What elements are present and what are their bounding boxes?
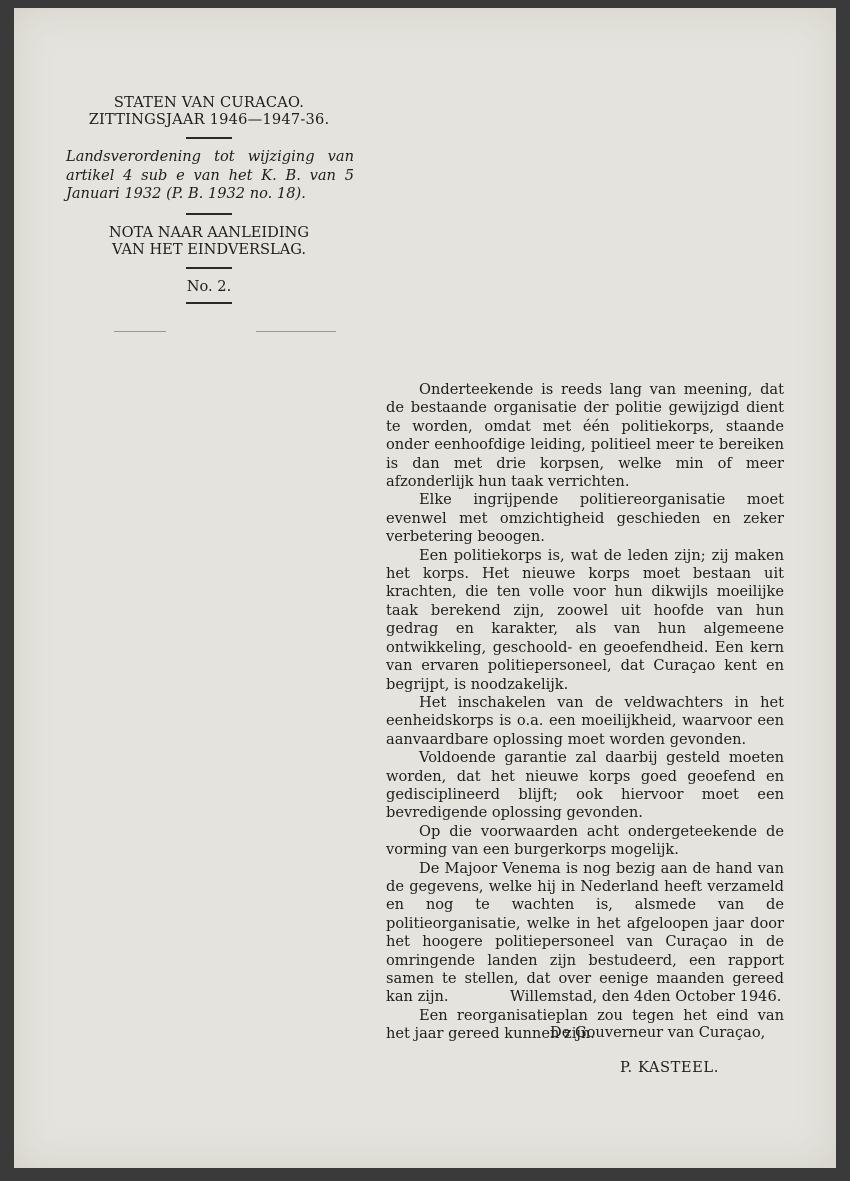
session-year: ZITTINGSJAAR 1946—1947-36.	[88, 111, 330, 128]
paragraph: Onderteekende is reeds lang van meening, dat de bestaande organisatie der politie gewijzigd dient te worden, omdat met één politiekorps, staande onder eenhoofdige leiding, politieel meer te bereiken is dan met drie korpsen, welke min of meer afzonderlijk hun taak verrichten.	[386, 381, 784, 491]
signatory-name: P. KASTEEL.	[620, 1059, 719, 1076]
paragraph: Op die voorwaarden acht ondergeteekende de vorming van een burgerkorps mogelijk.	[386, 822, 784, 859]
paragraph: Voldoende garantie zal daarbij gesteld moeten worden, dat het nieuwe korps goed geoefend en gedisciplineerd blijft; ook hiervoor moet een bevredigende oplossing gevonden.	[386, 749, 784, 822]
document-number: No. 2.	[186, 277, 232, 295]
paragraph: Het inschakelen van de veldwachters in het eenheidskorps is o.a. een moeilijkheid, waarvoor een aanvaardbare oplossing moet worden gevonden.	[386, 693, 784, 748]
paragraph: Elke ingrijpende politiereorganisatie moet evenwel met omzichtigheid geschieden en zeker verbetering beoogen.	[386, 491, 784, 546]
law-divider	[186, 213, 232, 215]
header-divider	[186, 137, 232, 139]
document-page	[14, 8, 836, 1168]
print-mark-right	[256, 331, 336, 332]
number-divider	[186, 302, 232, 304]
place-date: Willemstad, den 4den October 1946.	[510, 988, 782, 1005]
nota-divider	[186, 267, 232, 269]
print-mark-left	[114, 331, 166, 332]
print-marks	[114, 319, 344, 335]
document-title: STATEN VAN CURACAO.	[113, 94, 305, 111]
nota-title-line2: VAN HET EINDVERSLAG.	[111, 240, 307, 258]
paragraph: De Majoor Venema is nog bezig aan de hand van de gegevens, welke hij in Nederland heeft verzameld en nog te wachten is, alsmede van de politieorganisatie, welke in het afgeloopen jaar door het hoogere politiepersoneel van Curaçao in de omringende landen zijn bestudeerd, een rapport samen te stellen, dat over eenige maanden gereed kan zijn.	[386, 859, 784, 1006]
law-description: Landsverordening tot wijziging van artikel 4 sub e van het K. B. van 5 Januari 1932 (P. B. 1932 no. 18).	[66, 148, 354, 202]
body-text	[386, 381, 784, 1044]
paragraph: Een reorganisatieplan zou tegen het eind van het jaar gereed kunnen zijn.	[386, 1006, 784, 1043]
signatory-function: De Gouverneur van Curaçao,	[550, 1024, 766, 1041]
nota-title-line1: NOTA NAAR AANLEIDING	[108, 223, 310, 241]
paragraph: Een politiekorps is, wat de leden zijn; zij maken het korps. Het nieuwe korps moet bestaan uit krachten, die ten volle voor hun dikwijls moeilijke taak berekend zijn, zoowel uit hoofde van hun gedrag en karakter, als van hun algemeene ontwikkeling, geschoold- en geoefendheid. Een kern van ervaren politiepersoneel, dat Curaçao kent en begrijpt, is noodzakelijk.	[386, 546, 784, 693]
document-header	[64, 94, 354, 313]
